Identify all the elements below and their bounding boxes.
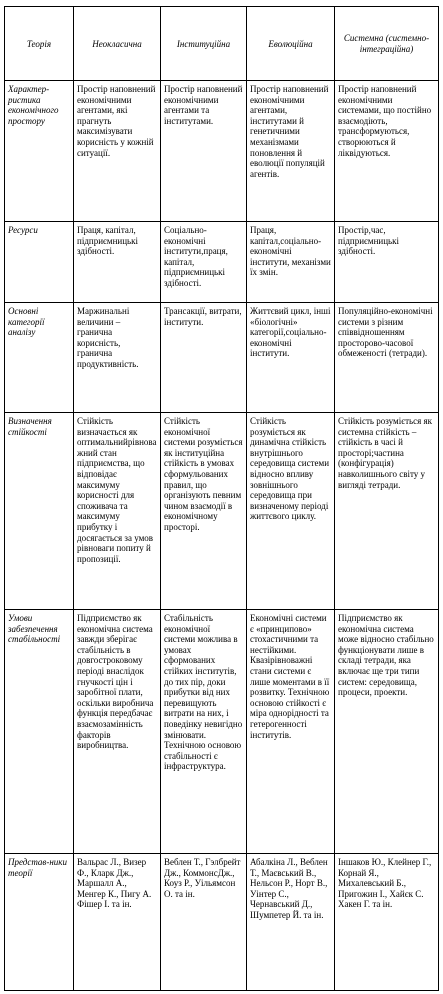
cell: Простір,час, підприємницькі здібності. bbox=[335, 222, 439, 303]
cell: Іншаков Ю., Клейнер Г., Корнай Я., Михалевський Б., Пригожин І., Хайєк С. Хакен Г. та ін. bbox=[335, 854, 439, 991]
cell: Підприємство як економічна система може відносно стабільно функціонувати лише в складі тетради, яка включає ще три типи систем: середовища, процеси, проекти. bbox=[335, 610, 439, 854]
table-row bbox=[5, 303, 439, 413]
cell: Стійкість розуміється як системна стійкість – стійкість в часі й просторі;частина (конфігурація) навколишнього світу у вигляді тетради. bbox=[335, 413, 439, 610]
table-row bbox=[5, 222, 439, 303]
row-label-representatives: Представ-ники теорії bbox=[5, 854, 74, 991]
cell: Простір наповнений економічними агентами та інститутами. bbox=[161, 81, 247, 222]
row-label-stability-conditions: Умови забезпечення стабільності bbox=[5, 610, 74, 854]
cell: Соціально-економічні інститути,праця, капітал, підприємницькі здібності. bbox=[161, 222, 247, 303]
header-institutional: Інституційна bbox=[161, 7, 247, 81]
header-systemic: Системна (системно-інтеграційна) bbox=[335, 7, 439, 81]
cell: Веблен Т., Гэлбрейт Дж., КоммонсДж., Коуз Р., Уільямсон О. та ін. bbox=[161, 854, 247, 991]
cell: Трансакції, витрати, інститути. bbox=[161, 303, 247, 413]
cell: Простір наповнений економічними системами, що постійно взаємодіють, трансформуються, створюються й ліквідуються. bbox=[335, 81, 439, 222]
row-label-stability-definition: Визначення стійкості bbox=[5, 413, 74, 610]
table-row bbox=[5, 854, 439, 991]
header-neoclassical: Неокласична bbox=[74, 7, 161, 81]
row-label-space: Характер-ристика економічного простору bbox=[5, 81, 74, 222]
row-label-categories: Основні категорії аналізу bbox=[5, 303, 74, 413]
cell: Стійкість розуміється як динамічна стійкість внутрішнього середовища системи відносно впливу зовнішнього середовища при визначеному періоді життєвого циклу. bbox=[247, 413, 335, 610]
row-label-resources: Ресурси bbox=[5, 222, 74, 303]
cell: Стабільність економічної системи можлива в умовах сформованих стійких інститутів, до тих пір, доки прибутки від них перевищують витрати на них, і поведінку невигідно змінювати. Технічною основою стабільності є інфраструктура. bbox=[161, 610, 247, 854]
table-row bbox=[5, 610, 439, 854]
cell: Маржинальні величини – гранична корисність, гранична продуктивність. bbox=[74, 303, 161, 413]
cell: Життєвий цикл, інші «біологічні» категорії,соціально-економічні інститути. bbox=[247, 303, 335, 413]
cell: Стійкість економічної системи розуміється як інституційна стійкість в умовах сформульованих правил, що організують певним чином взаємодії в економічному просторі. bbox=[161, 413, 247, 610]
header-row bbox=[5, 7, 439, 81]
table-row bbox=[5, 81, 439, 222]
cell: Абалкіна Л., Веблен Т., Маєвський В., Нельсон Р., Норт В., Уінтер С., Чернавський Д., Шумпетер Й. та ін. bbox=[247, 854, 335, 991]
cell: Простір наповнений економічними агентами, які прагнуть максимізувати корисність у кожній ситуації. bbox=[74, 81, 161, 222]
cell: Популяційно-економічні системи з різним співвідношенням просторово-часової обмеженості (тетради). bbox=[335, 303, 439, 413]
cell: Стійкість визначається як оптимальнийрівноважний стан підприємства, що відповідає максимуму корисності для споживача та максимуму прибутку і досягається за умов рівноваги попиту й пропозиції. bbox=[74, 413, 161, 610]
cell: Підприємство як економічна система завжди зберігає стабільність в довгостроковому періоді внаслідок гнучкості цін і заробітної плати, оскільки виробнича функція передбачає взаємозамінність факторів виробництва. bbox=[74, 610, 161, 854]
cell: Праця, капітал,соціально-економічні інститути, механізми їх змін. bbox=[247, 222, 335, 303]
cell: Вальрас Л., Визер Ф., Кларк Дж., Маршалл А., Менгер К., Пигу А. Фішер І. та ін. bbox=[74, 854, 161, 991]
cell: Праця, капітал, підприємницькі здібності. bbox=[74, 222, 161, 303]
comparison-table bbox=[4, 6, 439, 991]
header-evolutionary: Еволюційна bbox=[247, 7, 335, 81]
header-theory: Теорія bbox=[5, 7, 74, 81]
table-row bbox=[5, 413, 439, 610]
cell: Простір наповнений економічними агентами, інститутами й генетичними механізмами поновлення й еволюції популяцій агентів. bbox=[247, 81, 335, 222]
cell: Економічні системи є «принципово» стохастичними та нестійкими. Квазірівноважні стани системи є лише моментами в її розвитку. Технічною основою стійкості є міра однорідності та гетерогенності інститутів. bbox=[247, 610, 335, 854]
